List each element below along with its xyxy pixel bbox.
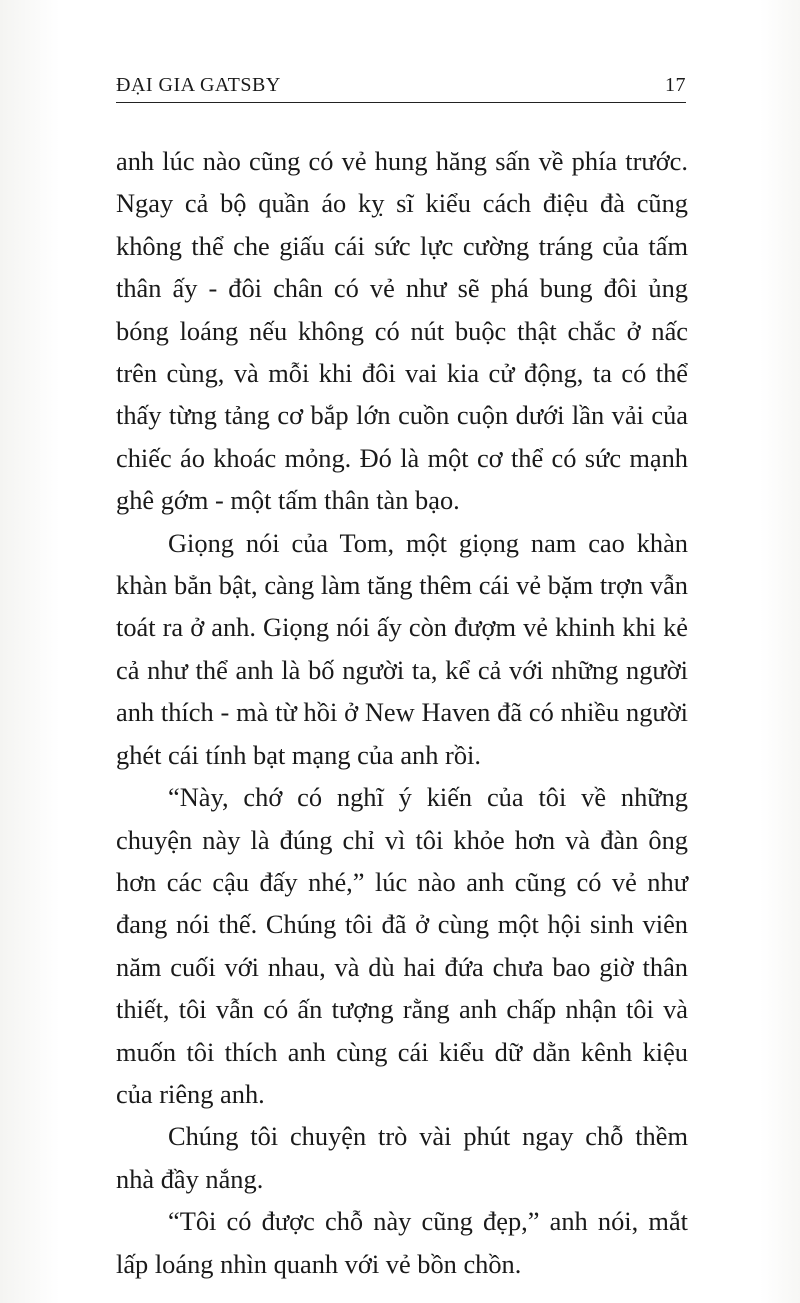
paragraph-2: Giọng nói của Tom, một giọng nam cao khàn khàn bẳn bật, càng làm tăng thêm cái vẻ bặm trợn vẫn toát ra ở anh. Giọng nói ấy còn đượm vẻ khinh khi kẻ cả như thể anh là bố người ta, kể cả với những người anh thích - mà từ hồi ở New Haven đã có nhiều người ghét cái tính bạt mạng của anh rồi.	[116, 527, 688, 770]
running-title: ĐẠI GIA GATSBY	[116, 74, 281, 96]
running-header	[116, 74, 686, 104]
header-rule	[116, 102, 686, 103]
page-number: 17	[665, 74, 686, 96]
paragraph-3: “Này, chớ có nghĩ ý kiến của tôi về những chuyện này là đúng chỉ vì tôi khỏe hơn và đàn ông hơn các cậu đấy nhé,” lúc nào anh cũng có vẻ như đang nói thế. Chúng tôi đã ở cùng một hội sinh viên năm cuối với nhau, và dù hai đứa chưa bao giờ thân thiết, tôi vẫn có ấn tượng rằng anh chấp nhận tôi và muốn tôi thích anh cùng cái kiểu dữ dằn kênh kiệu của riêng anh.	[116, 782, 688, 1109]
paragraph-4: Chúng tôi chuyện trò vài phút ngay chỗ thềm nhà đầy nắng.	[116, 1121, 688, 1194]
paragraph-5: “Tôi có được chỗ này cũng đẹp,” anh nói, mắt lấp loáng nhìn quanh với vẻ bồn chồn.	[116, 1206, 688, 1279]
paragraph-1: anh lúc nào cũng có vẻ hung hăng sấn về phía trước. Ngay cả bộ quần áo kỵ sĩ kiểu cách điệu đà cũng không thể che giấu cái sức lực cường tráng của tấm thân ấy - đôi chân có vẻ như sẽ phá bung đôi ủng bóng loáng nếu không có nút buộc thật chắc ở nấc trên cùng, và mỗi khi đôi vai kia cử động, ta có thể thấy từng tảng cơ bắp lớn cuồn cuộn dưới lần vải của chiếc áo khoác mỏng. Đó là một cơ thể có sức mạnh ghê gớm - một tấm thân tàn bạo.	[116, 146, 688, 516]
body-text	[116, 140, 688, 1285]
